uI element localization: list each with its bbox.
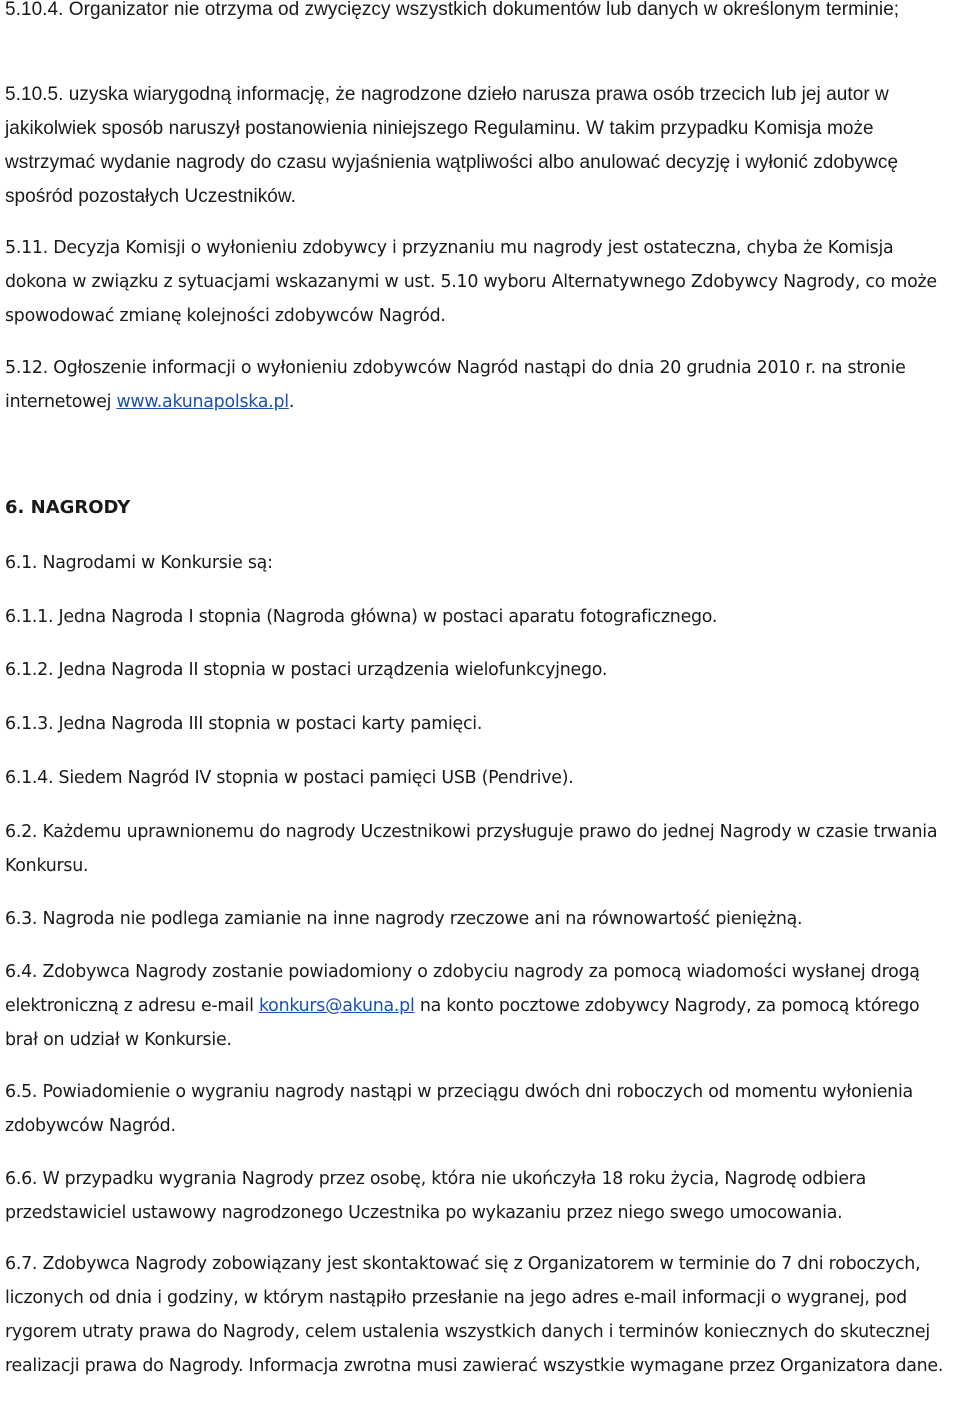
paragraph-5-12-end: . <box>288 392 295 412</box>
paragraph-6-1-2: 6.1.2. Jedna Nagroda II stopnia w postaci urządzenia wielofunkcyjnego. <box>5 660 608 680</box>
paragraph-5-10-5-part-b: W takim przypadku Komisja może wstrzymać wydanie nagrody do czasu wyjaśnienia wątpliwości albo anulować decyzję i wyłonić zdobywcę spośród pozostałych Uczestników. <box>5 118 899 207</box>
paragraph-6-7: 6.7. Zdobywca Nagrody zobowiązany jest skontaktować się z Organizatorem w terminie do 7 dni roboczych, liczonych od dnia i godziny, w którym nastąpiło przesłanie na jego adres e-mail informacji o wygranej, pod rygorem utraty prawa do Nagrody, celem ustalenia wszystkich danych i terminów koniecznych do skutecznej realizacji prawa do Nagrody. Informacja zwrotna musi zawierać wszystkie wymagane przez Organizatora dane. <box>5 1254 944 1376</box>
paragraph-5-12 <box>5 351 957 419</box>
paragraph-5-10-4: 5.10.4. Organizator nie otrzyma od zwycięzcy wszystkich dokumentów lub danych w określonym terminie; <box>5 0 900 20</box>
paragraph-6-4-text: 6.4. Zdobywca Nagrody zostanie powiadomiony o zdobyciu nagrody za pomocą wiadomości wysłanej drogą elektroniczną z adresu e-mail <box>5 962 920 1016</box>
paragraph-5-10-5 <box>5 78 957 214</box>
paragraph-6-6: 6.6. W przypadku wygrania Nagrody przez osobę, która nie ukończyła 18 roku życia, Nagrodę odbiera przedstawiciel ustawowy nagrodzonego Uczestnika po wykazaniu przez niego swego umocowania. <box>5 1169 867 1223</box>
paragraph-6-4 <box>5 955 957 1057</box>
paragraph-6-3: 6.3. Nagroda nie podlega zamianie na inne nagrody rzeczowe ani na równowartość pieniężną. <box>5 909 803 929</box>
paragraph-5-12-text: 5.12. Ogłoszenie informacji o wyłonieniu zdobywców Nagród nastąpi do dnia 20 grudnia 2010 r. na stronie internetowej <box>5 358 906 412</box>
paragraph-6-2: 6.2. Każdemu uprawnionemu do nagrody Uczestnikowi przysługuje prawo do jednej Nagrody w czasie trwania Konkursu. <box>5 822 938 876</box>
section-heading-nagrody: 6. NAGRODY <box>5 497 131 518</box>
paragraph-6-1-3: 6.1.3. Jedna Nagroda III stopnia w postaci karty pamięci. <box>5 714 483 734</box>
website-link[interactable]: www.akunapolska.pl <box>116 392 289 412</box>
paragraph-6-1-1: 6.1.1. Jedna Nagroda I stopnia (Nagroda główna) w postaci aparatu fotograficznego. <box>5 607 718 627</box>
paragraph-6-4-end: na konto pocztowe zdobywcy Nagrody, za pomocą którego brał on udział w Konkursie. <box>5 996 920 1050</box>
paragraph-5-10-5-part-a: 5.10.5. uzyska wiarygodną informację, że nagrodzone dzieło narusza prawa osób trzecich lub jej autor w jakikolwiek sposób naruszył postanowienia niniejszego Regulaminu. <box>5 84 889 139</box>
paragraph-5-11: 5.11. Decyzja Komisji o wyłonieniu zdobywcy i przyznaniu mu nagrody jest ostateczna, chyba że Komisja dokona w związku z sytuacjami wskazanymi w ust. 5.10 wyboru Alternatywnego Zdobywcy Nagrody, co może spowodować zmianę kolejności zdobywców Nagród. <box>5 238 937 326</box>
paragraph-6-5: 6.5. Powiadomienie o wygraniu nagrody nastąpi w przeciągu dwóch dni roboczych od momentu wyłonienia zdobywców Nagród. <box>5 1082 913 1136</box>
paragraph-6-1-4: 6.1.4. Siedem Nagród IV stopnia w postaci pamięci USB (Pendrive). <box>5 768 574 788</box>
paragraph-6-1: 6.1. Nagrodami w Konkursie są: <box>5 553 273 573</box>
email-link[interactable]: konkurs@akuna.pl <box>258 996 415 1016</box>
